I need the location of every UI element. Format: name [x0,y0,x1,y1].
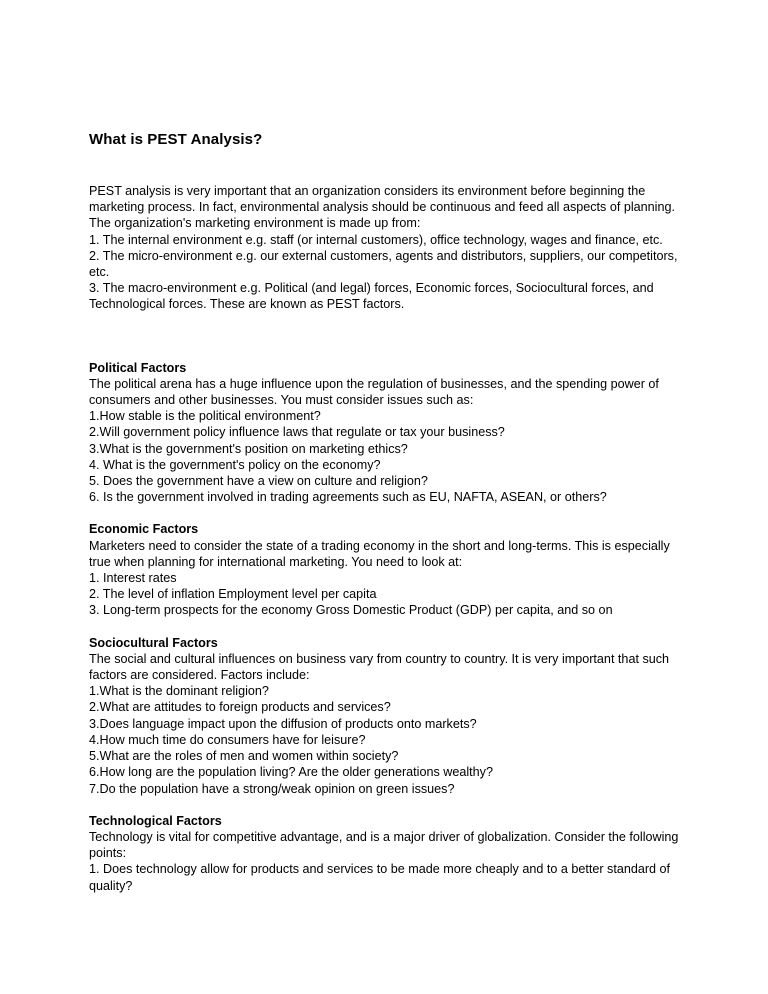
title-spacer [89,148,681,183]
list-item: 6. Is the government involved in trading agreements such as EU, NAFTA, ASEAN, or others? [89,490,607,505]
list-item: 2. The level of inflation Employment level per capita [89,587,377,602]
page-title: What is PEST Analysis? [89,131,263,148]
section-list-sociocultural [89,683,681,796]
list-item: 3.What is the government's position on marketing ethics? [89,441,408,456]
list-item: 4.How much time do consumers have for leisure? [89,732,366,747]
section-paragraph-political: The political arena has a huge influence upon the regulation of businesses, and the spending power of consumers and other businesses. You must consider issues such as: [89,376,659,408]
section-heading-sociocultural: Sociocultural Factors [89,635,218,650]
list-item: 1. Interest rates [89,571,177,586]
list-item: 3.Does language impact upon the diffusion of products onto markets? [89,716,477,731]
list-item: 3. The macro-environment e.g. Political (and legal) forces, Economic forces, Sociocultural forces, and Technological forces. These are known as PEST factors. [89,281,654,312]
section-spacer [89,797,681,813]
list-item: 5. Does the government have a view on culture and religion? [89,474,428,489]
section-heading-political: Political Factors [89,360,187,375]
list-item: 7.Do the population have a strong/weak opinion on green issues? [89,781,455,796]
section-paragraph-sociocultural: The social and cultural influences on business vary from country to country. It is very important that such factors are considered. Factors include: [89,651,670,683]
intro-spacer [89,313,681,360]
section-list-economic [89,570,681,619]
list-item: 2.What are attitudes to foreign products and services? [89,700,391,715]
list-item: 5.What are the roles of men and women within society? [89,749,399,764]
list-item: 1. Does technology allow for products and services to be made more cheaply and to a better standard of quality? [89,862,671,893]
list-item: 3. Long-term prospects for the economy Gross Domestic Product (GDP) per capita, and so on [89,603,613,618]
list-item: 2.Will government policy influence laws that regulate or tax your business? [89,425,505,440]
list-item: 1.How stable is the political environment? [89,409,321,424]
section-list-political [89,408,681,505]
section-paragraph-technological: Technology is vital for competitive advantage, and is a major driver of globalization. Consider the following points: [89,829,679,861]
section-spacer [89,619,681,635]
section-heading-economic: Economic Factors [89,522,199,537]
list-item: 2. The micro-environment e.g. our external customers, agents and distributors, suppliers, our competitors, etc. [89,248,678,280]
section-spacer [89,505,681,521]
list-item: 1. The internal environment e.g. staff (or internal customers), office technology, wages and finance, etc. [89,232,663,247]
list-item: 4. What is the government's policy on the economy? [89,457,381,472]
section-list-technological [89,861,681,893]
intro-paragraph: PEST analysis is very important that an organization considers its environment before beginning the marketing process. In fact, environmental analysis should be continuous and feed all aspects of planning. The organization's marketing environment is made up from: [89,184,675,231]
section-heading-technological: Technological Factors [89,813,222,828]
intro-list [89,232,681,313]
section-paragraph-economic: Marketers need to consider the state of a trading economy in the short and long-terms. This is especially true when planning for international marketing. You need to look at: [89,538,670,569]
list-item: 1.What is the dominant religion? [89,684,269,699]
list-item: 6.How long are the population living? Are the older generations wealthy? [89,765,493,780]
document-body [89,131,681,894]
